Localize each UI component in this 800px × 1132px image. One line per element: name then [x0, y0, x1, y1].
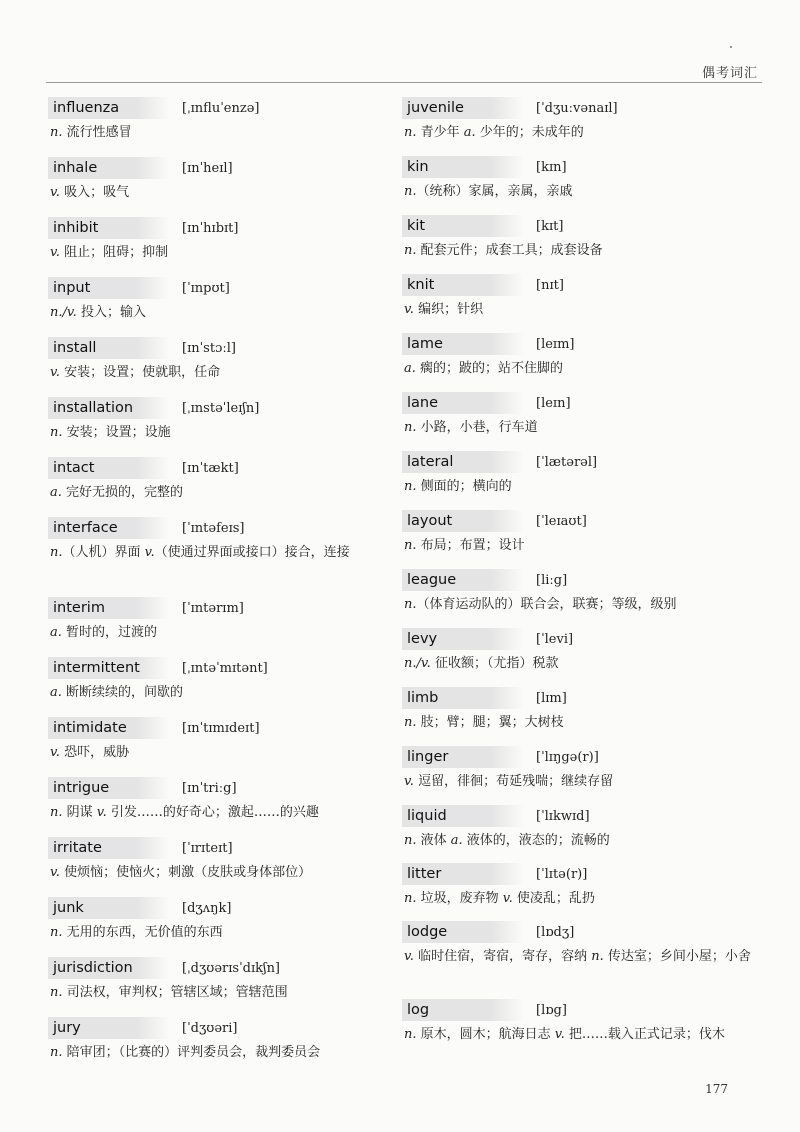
headword: inhale	[48, 157, 170, 179]
phonetic: [ɪnˈtɪmɪdeɪt]	[182, 720, 260, 736]
entry-headword-row	[402, 214, 752, 238]
headword: levy	[402, 628, 524, 650]
headword: log	[402, 999, 524, 1021]
vocab-entry	[402, 568, 752, 627]
phonetic: [ˈlɪtə(r)]	[536, 866, 588, 882]
phonetic: [kɪn]	[536, 159, 567, 175]
vocab-entry	[402, 391, 752, 450]
definition: n. 安装；设置；设施	[50, 425, 171, 440]
definition: n. 液体 a. 液体的，液态的；流畅的	[404, 833, 610, 848]
entry-headword-row	[402, 96, 752, 120]
vocab-entry	[402, 96, 752, 155]
definition: n./v. 投入；输入	[50, 305, 146, 320]
vocab-entry	[402, 273, 752, 332]
headword: linger	[402, 746, 524, 768]
phonetic: [kɪt]	[536, 218, 564, 234]
phonetic: [lɪm]	[536, 690, 567, 706]
entry-headword-row	[48, 596, 388, 620]
page-number: 177	[705, 1082, 728, 1096]
phonetic: [ˈleɪaʊt]	[536, 513, 587, 529]
vocab-entry	[48, 276, 388, 336]
entry-headword-row	[402, 862, 752, 886]
phonetic: [ˌɪnstəˈleɪʃn]	[182, 400, 260, 416]
vocab-entry	[48, 956, 388, 1016]
headword: intrigue	[48, 777, 170, 799]
headword: league	[402, 569, 524, 591]
headword: inhibit	[48, 217, 170, 239]
headword: lame	[402, 333, 524, 355]
phonetic: [liːg]	[536, 572, 568, 588]
entry-headword-row	[402, 920, 752, 944]
headword: intact	[48, 457, 170, 479]
entry-headword-row	[402, 332, 752, 356]
header-divider	[46, 82, 762, 83]
definition: n. 青少年 a. 少年的；未成年的	[404, 125, 584, 140]
vocab-entry	[48, 776, 388, 836]
phonetic: [nɪt]	[536, 277, 564, 293]
definition: n./v. 征收额；（尤指）税款	[404, 656, 559, 671]
definition: n.（人机）界面 v.（使通过界面或接口）接合，连接	[50, 545, 350, 560]
headword: litter	[402, 863, 524, 885]
headword: juvenile	[402, 97, 524, 119]
vocab-entry	[48, 156, 388, 216]
definition: n. 侧面的；横向的	[404, 479, 512, 494]
headword: install	[48, 337, 170, 359]
entry-headword-row	[48, 656, 388, 680]
phonetic: [ˌɪntəˈmɪtənt]	[182, 660, 268, 676]
vocab-entry	[402, 745, 752, 804]
vocab-entry	[402, 509, 752, 568]
entry-headword-row	[48, 336, 388, 360]
vocab-entry	[48, 336, 388, 396]
headword: installation	[48, 397, 170, 419]
vocab-entry	[402, 862, 752, 920]
definition: n. 垃圾，废弃物 v. 使凌乱；乱扔	[404, 891, 595, 906]
headword: interface	[48, 517, 170, 539]
definition: v. 编织；针织	[404, 302, 484, 317]
vocab-entry	[402, 214, 752, 273]
definition: a. 瘸的；跛的；站不住脚的	[404, 361, 564, 376]
vocab-entry	[402, 332, 752, 391]
definition: a. 完好无损的，完整的	[50, 485, 184, 500]
phonetic: [ˈdʒuːvənaɪl]	[536, 100, 618, 116]
vocab-entry	[402, 627, 752, 686]
vocab-entry	[402, 998, 752, 1058]
definition: a. 断断续续的，间歇的	[50, 685, 184, 700]
entry-headword-row	[402, 745, 752, 769]
vocab-entry	[48, 656, 388, 716]
entry-headword-row	[48, 956, 388, 980]
definition: n.（体育运动队的）联合会，联赛；等级，级别	[404, 597, 677, 612]
definition: v. 恐吓，威胁	[50, 745, 130, 760]
entry-headword-row	[48, 896, 388, 920]
headword: layout	[402, 510, 524, 532]
entry-headword-row	[402, 998, 752, 1022]
phonetic: [ɪnˈstɔːl]	[182, 340, 236, 356]
phonetic: [dʒʌŋk]	[182, 900, 232, 916]
vocab-entry	[48, 596, 388, 656]
definition: n. 流行性感冒	[50, 125, 132, 140]
definition: n. 陪审团；（比赛的）评判委员会，裁判委员会	[50, 1045, 321, 1060]
definition: n. 肢；臂；腿；翼；大树枝	[404, 715, 564, 730]
definition: n.（统称）家属，亲属，亲戚	[404, 184, 573, 199]
vocab-entry	[402, 155, 752, 214]
phonetic: [lɒg]	[536, 1002, 567, 1018]
headword: lateral	[402, 451, 524, 473]
vocab-entry	[48, 96, 388, 156]
entry-headword-row	[402, 686, 752, 710]
entry-headword-row	[402, 627, 752, 651]
headword: liquid	[402, 805, 524, 827]
definition: a. 暂时的，过渡的	[50, 625, 158, 640]
entry-headword-row	[48, 1016, 388, 1040]
vocab-entry	[48, 1016, 388, 1076]
vocab-entry	[48, 836, 388, 896]
phonetic: [ˈɪrɪteɪt]	[182, 840, 233, 856]
definition: n. 司法权，审判权；管辖区域；管辖范围	[50, 985, 288, 1000]
definition: n. 原木，圆木；航海日志 v. 把……载入正式记录；伐木	[404, 1027, 725, 1042]
phonetic: [ˈdʒʊəri]	[182, 1020, 238, 1036]
entry-headword-row	[402, 155, 752, 179]
definition: n. 阴谋 v. 引发……的好奇心；激起……的兴趣	[50, 805, 319, 820]
headword: intermittent	[48, 657, 170, 679]
definition: n. 布局；布置；设计	[404, 538, 525, 553]
vocab-entry	[48, 716, 388, 776]
headword: input	[48, 277, 170, 299]
entry-headword-row	[48, 776, 388, 800]
phonetic: [ɪnˈhɪbɪt]	[182, 220, 239, 236]
definition: v. 使烦恼；使恼火；刺激（皮肤或身体部位）	[50, 865, 312, 880]
headword: lane	[402, 392, 524, 414]
headword: intimidate	[48, 717, 170, 739]
phonetic: [ˈlætərəl]	[536, 454, 598, 470]
scan-speck	[730, 46, 732, 48]
left-column	[48, 96, 388, 1076]
vocab-entry	[48, 456, 388, 516]
headword: knit	[402, 274, 524, 296]
entry-headword-row	[48, 456, 388, 480]
definition: n. 小路，小巷，行车道	[404, 420, 538, 435]
vocab-entry	[402, 686, 752, 745]
definition: v. 临时住宿，寄宿，寄存，容纳 n. 传达室；乡间小屋；小舍	[404, 949, 751, 964]
phonetic: [ˈlɪŋgə(r)]	[536, 749, 599, 765]
entry-headword-row	[402, 509, 752, 533]
definition: v. 安装；设置；使就职，任命	[50, 365, 221, 380]
phonetic: [ˈɪntərɪm]	[182, 600, 244, 616]
entry-headword-row	[402, 391, 752, 415]
vocab-entry	[48, 516, 388, 596]
phonetic: [ˈɪnpʊt]	[182, 280, 230, 296]
entry-headword-row	[402, 804, 752, 828]
phonetic: [ˈɪntəfeɪs]	[182, 520, 245, 536]
headword: jury	[48, 1017, 170, 1039]
entry-headword-row	[48, 96, 388, 120]
vocab-entry	[48, 896, 388, 956]
phonetic: [lɒdʒ]	[536, 924, 575, 940]
phonetic: [ɪnˈheɪl]	[182, 160, 233, 176]
vocab-entry	[48, 396, 388, 456]
entry-headword-row	[48, 836, 388, 860]
definition: n. 无用的东西，无价值的东西	[50, 925, 223, 940]
page-header-title: 偶考词汇	[701, 66, 758, 81]
vocab-entry	[402, 804, 752, 862]
entry-headword-row	[402, 450, 752, 474]
headword: lodge	[402, 921, 524, 943]
headword: jurisdiction	[48, 957, 170, 979]
definition: v. 逗留，徘徊；苟延残喘；继续存留	[404, 774, 614, 789]
headword: junk	[48, 897, 170, 919]
entry-headword-row	[402, 568, 752, 592]
entry-headword-row	[48, 276, 388, 300]
headword: kin	[402, 156, 524, 178]
phonetic: [ɪnˈtriːg]	[182, 780, 237, 796]
entry-headword-row	[402, 273, 752, 297]
phonetic: [leɪm]	[536, 336, 575, 352]
phonetic: [ˌɪnfluˈenzə]	[182, 100, 260, 116]
right-column	[402, 96, 752, 1058]
headword: limb	[402, 687, 524, 709]
phonetic: [ˌdʒʊərɪsˈdɪkʃn]	[182, 960, 281, 976]
phonetic: [ˈlɪkwɪd]	[536, 808, 590, 824]
entry-headword-row	[48, 216, 388, 240]
headword: interim	[48, 597, 170, 619]
entry-headword-row	[48, 716, 388, 740]
definition: v. 阻止；阻碍；抑制	[50, 245, 169, 260]
phonetic: [ɪnˈtækt]	[182, 460, 239, 476]
phonetic: [leɪn]	[536, 395, 571, 411]
entry-headword-row	[48, 396, 388, 420]
definition: v. 吸入；吸气	[50, 185, 130, 200]
headword: kit	[402, 215, 524, 237]
phonetic: [ˈlevi]	[536, 631, 574, 647]
headword: irritate	[48, 837, 170, 859]
vocab-entry	[402, 450, 752, 509]
entry-headword-row	[48, 156, 388, 180]
vocab-entry	[48, 216, 388, 276]
headword: influenza	[48, 97, 170, 119]
entry-headword-row	[48, 516, 388, 540]
definition: n. 配套元件；成套工具；成套设备	[404, 243, 603, 258]
vocab-entry	[402, 920, 752, 998]
